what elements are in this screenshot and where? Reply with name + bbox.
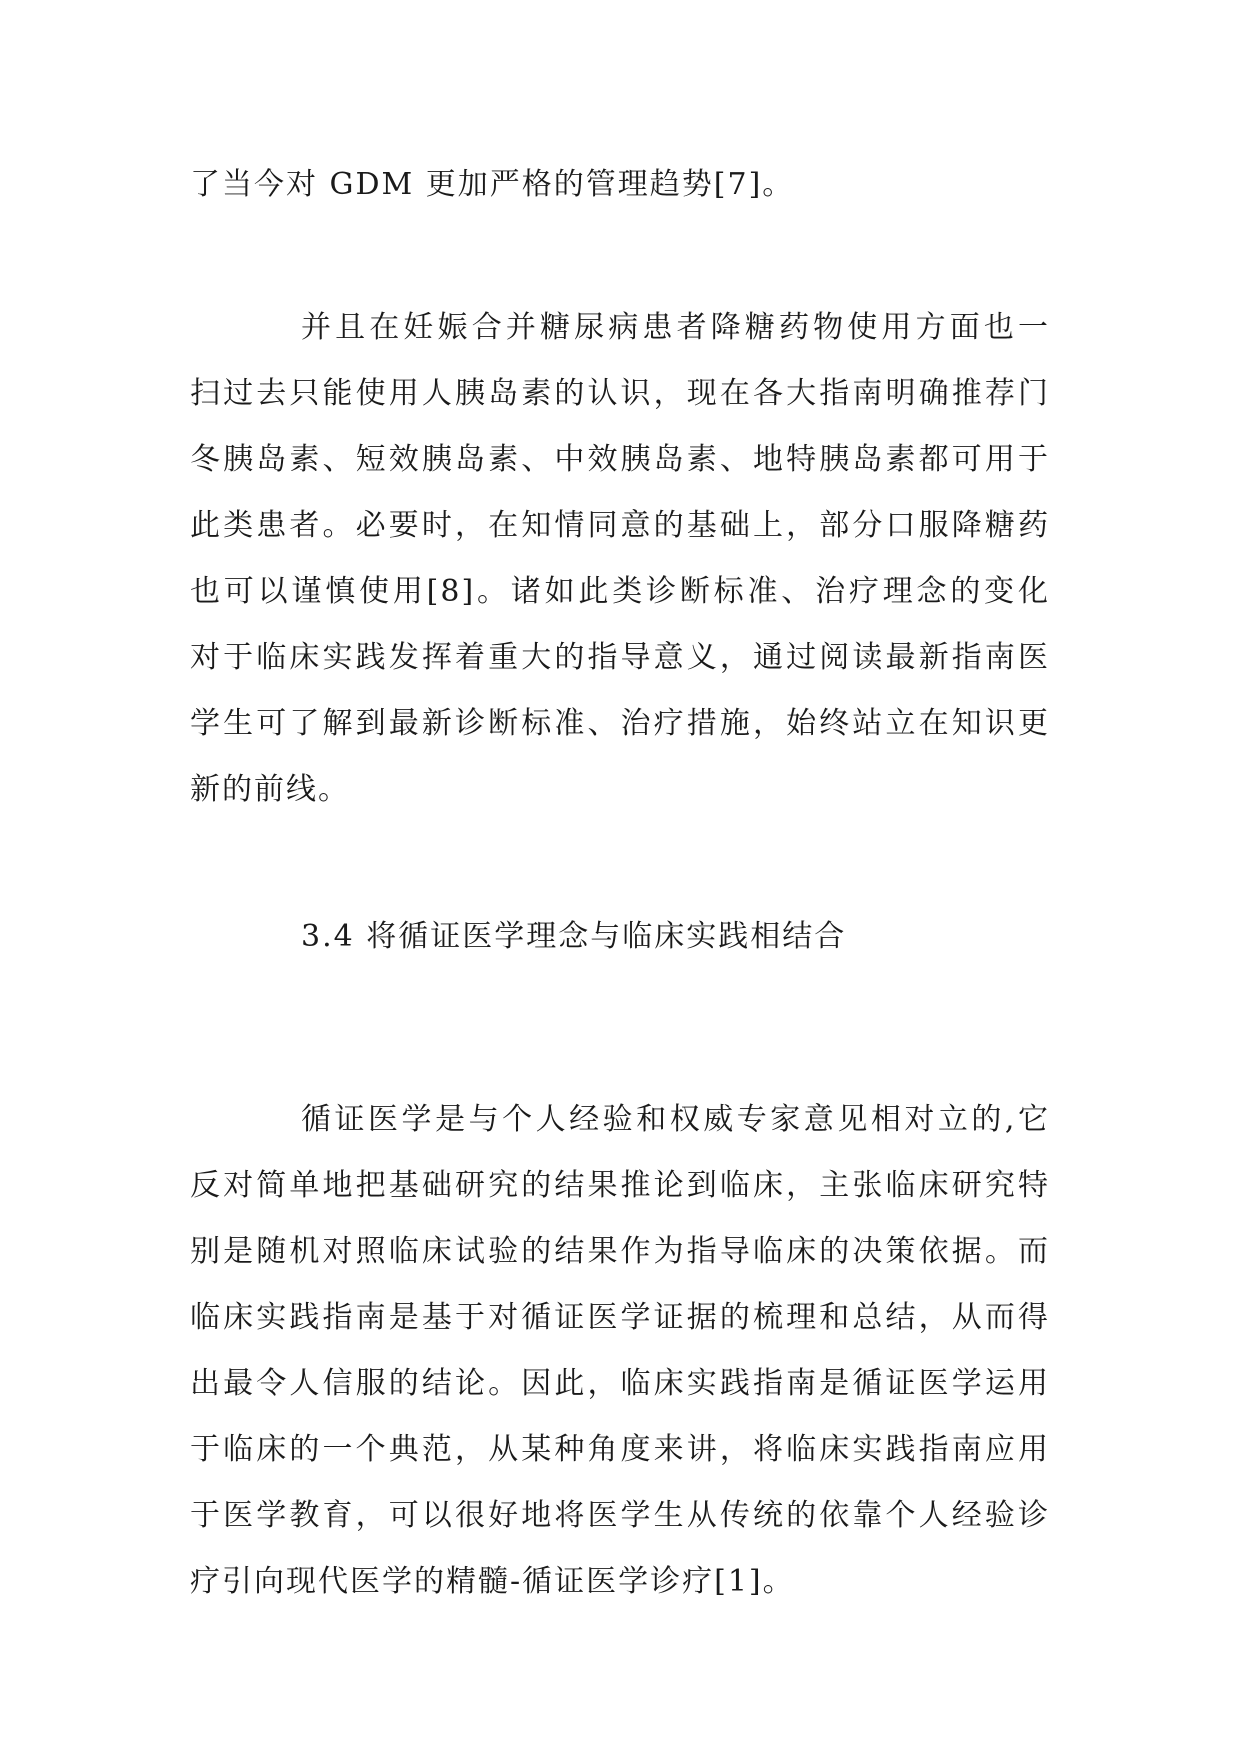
paragraph-line: 于医学教育，可以很好地将医学生从传统的依靠个人经验诊 [190,1498,1050,1533]
paragraph-line: 并且在妊娠合并糖尿病患者降糖药物使用方面也一 [301,310,1050,345]
section-heading: 3.4 将循证医学理念与临床实践相结合 [301,919,847,954]
paragraph-line: 了当今对 GDM 更加严格的管理趋势[7]。 [190,167,795,202]
paragraph-line: 反对简单地把基础研究的结果推论到临床，主张临床研究特 [190,1168,1050,1203]
paragraph-line: 扫过去只能使用人胰岛素的认识，现在各大指南明确推荐门 [190,376,1050,411]
paragraph-line: 出最令人信服的结论。因此，临床实践指南是循证医学运用 [190,1366,1050,1401]
paragraph-line: 也可以谨慎使用[8]。诸如此类诊断标准、治疗理念的变化 [190,574,1050,609]
paragraph-line: 别是随机对照临床试验的结果作为指导临床的决策依据。而 [190,1234,1050,1269]
paragraph-line: 对于临床实践发挥着重大的指导意义，通过阅读最新指南医 [190,640,1050,675]
paragraph-line: 新的前线。 [190,772,350,807]
paragraph-line: 疗引向现代医学的精髓-循证医学诊疗[1]。 [190,1564,795,1599]
paragraph-line: 此类患者。必要时，在知情同意的基础上，部分口服降糖药 [190,508,1050,543]
paragraph-line: 于临床的一个典范，从某种角度来讲，将临床实践指南应用 [190,1432,1050,1467]
paragraph-line: 循证医学是与个人经验和权威专家意见相对立的,它 [301,1102,1050,1137]
paragraph-line: 临床实践指南是基于对循证医学证据的梳理和总结，从而得 [190,1300,1050,1335]
paragraph-line: 学生可了解到最新诊断标准、治疗措施，始终站立在知识更 [190,706,1050,741]
paragraph-line: 冬胰岛素、短效胰岛素、中效胰岛素、地特胰岛素都可用于 [190,442,1050,477]
